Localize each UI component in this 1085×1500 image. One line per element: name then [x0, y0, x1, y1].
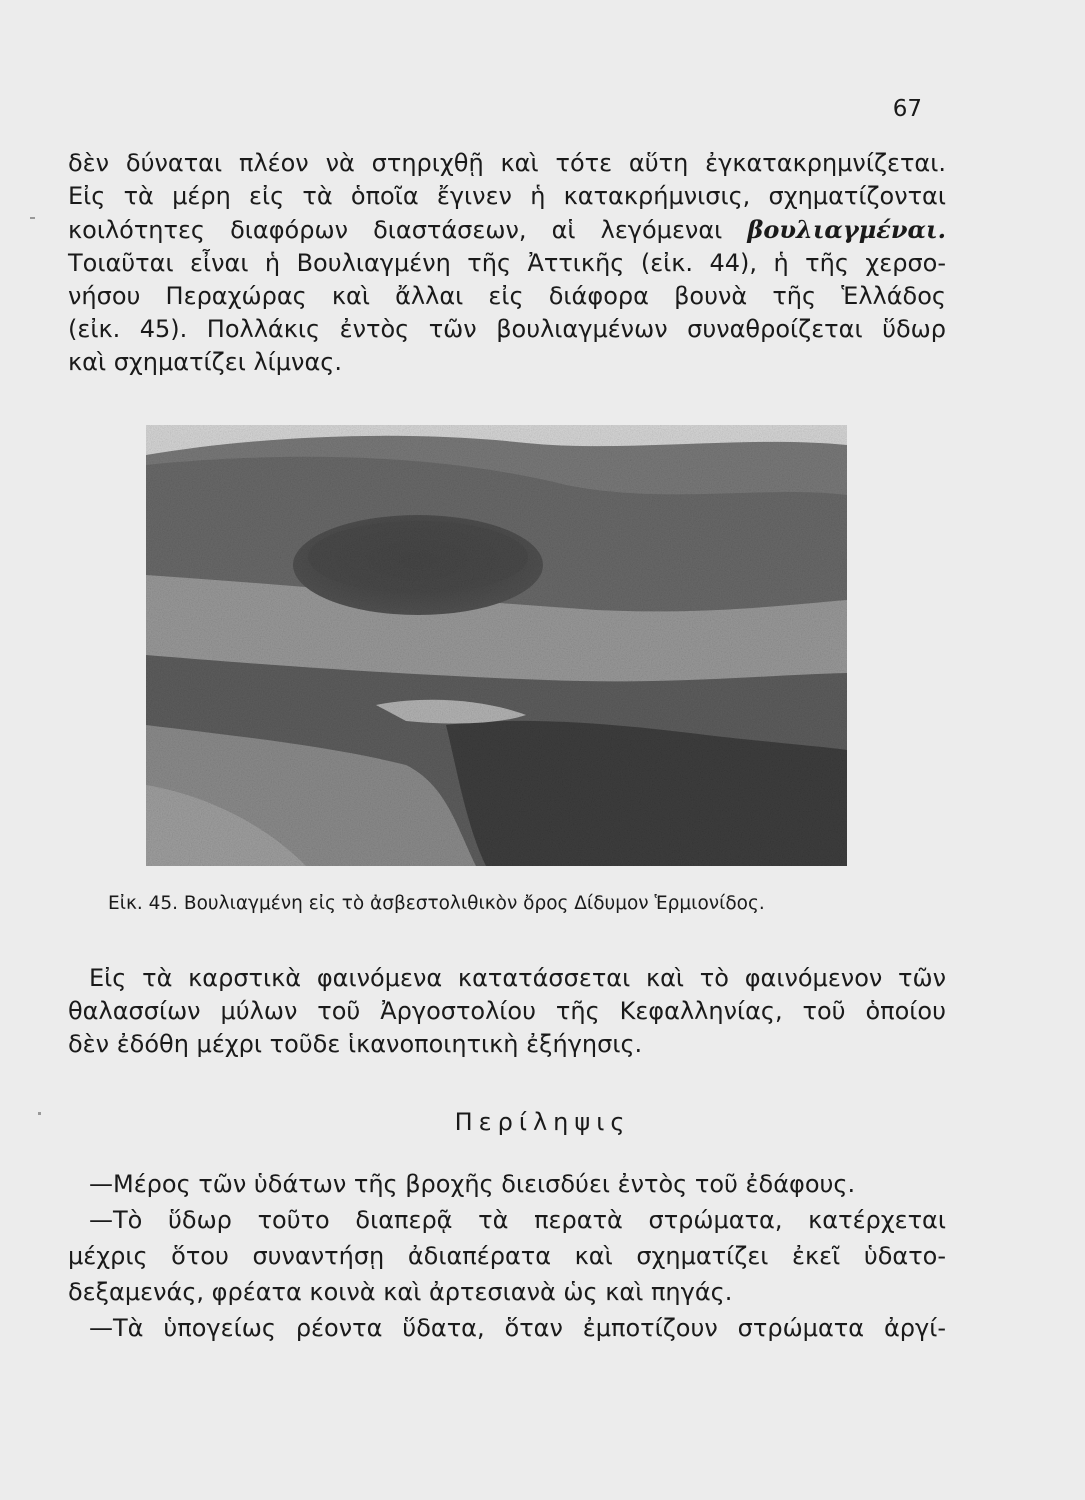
text-line	[68, 213, 946, 247]
section-title-summary: Περίληψις	[454, 1108, 631, 1136]
text-line: δὲν δύναται πλέον νὰ στηριχθῇ καὶ τότε αὕτη ἐγκατακρημνίζεται.	[68, 149, 946, 177]
text-line-part: κοιλότητες διαφόρων διαστάσεων, αἱ λεγόμεναι	[68, 216, 723, 244]
text-line: Εἰς τὰ μέρη εἰς τὰ ὁποῖα ἔγινεν ἡ κατακρήμνισις, σχηματίζονται	[68, 182, 946, 210]
text-line: καὶ σχηματίζει λίμνας.	[68, 348, 342, 376]
figure-caption: Εἰκ. 45. Βουλιαγμένη εἰς τὸ ἀσβεστολιθικὸν ὄρος Δίδυμον Ἑρμιονίδος.	[108, 893, 765, 914]
summary-list	[68, 1166, 946, 1346]
summary-line: δεξαμενάς, φρέατα κοινὰ καὶ ἀρτεσιανὰ ὡς καὶ πηγάς.	[68, 1278, 733, 1306]
paragraph-karst-sinkholes	[68, 147, 946, 379]
term-bouliagmenai: βουλιαγμέναι.	[747, 215, 946, 244]
summary-line: —Μέρος τῶν ὑδάτων τῆς βροχῆς διεισδύει ἐντὸς τοῦ ἐδάφους.	[89, 1170, 856, 1198]
margin-mark	[38, 1112, 41, 1115]
page-number: 67	[892, 96, 922, 122]
margin-mark	[30, 217, 35, 219]
text-line: νήσου Περαχώρας καὶ ἄλλαι εἰς διάφορα βουνὰ τῆς Ἑλλάδος	[68, 282, 946, 310]
photo-landscape	[146, 425, 847, 866]
text-line: θαλασσίων μύλων τοῦ Ἀργοστολίου τῆς Κεφαλληνίας, τοῦ ὁποίου	[68, 997, 946, 1025]
text-line: Εἰς τὰ καρστικὰ φαινόμενα κατατάσσεται καὶ τὸ φαινόμενον τῶν	[89, 964, 946, 992]
text-line: δὲν ἐδόθη μέχρι τοῦδε ἱκανοποιητικὴ ἐξήγησις.	[68, 1030, 643, 1058]
summary-line: μέχρις ὅτου συναντήσῃ ἀδιαπέρατα καὶ σχηματίζει ἐκεῖ ὑδατο-	[68, 1242, 946, 1270]
figure-sinkhole-photo	[146, 425, 847, 866]
text-line: Τοιαῦται εἶναι ἡ Βουλιαγμένη τῆς Ἀττικῆς (εἰκ. 44), ἡ τῆς χερσο-	[68, 249, 946, 277]
paragraph-sea-mills	[68, 962, 946, 1061]
summary-line: —Τὸ ὕδωρ τοῦτο διαπερᾷ τὰ περατὰ στρώματα, κατέρχεται	[89, 1206, 946, 1234]
text-line: (εἰκ. 45). Πολλάκις ἐντὸς τῶν βουλιαγμένων συναθροίζεται ὕδωρ	[68, 315, 946, 343]
summary-line: —Τὰ ὑπογείως ρέοντα ὕδατα, ὅταν ἐμποτίζουν στρώματα ἀργί-	[89, 1314, 946, 1342]
